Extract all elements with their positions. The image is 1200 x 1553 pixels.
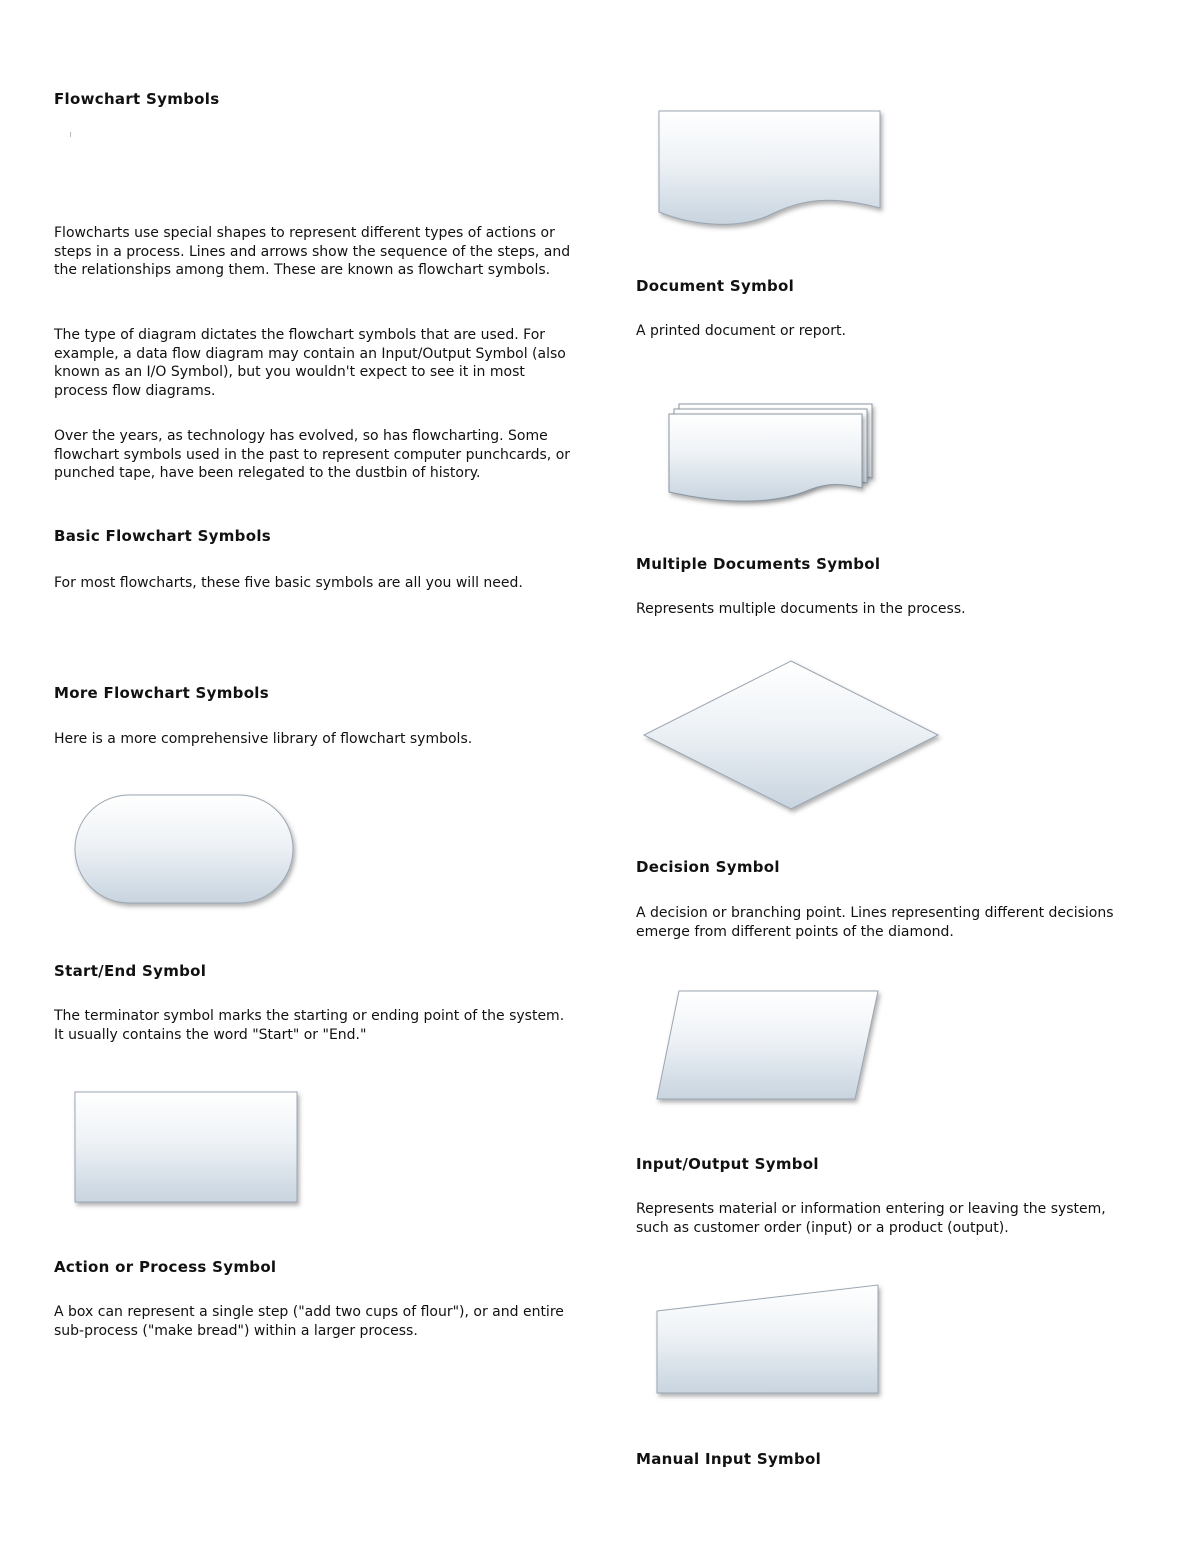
stray-mark — [70, 132, 71, 137]
input-output-symbol-title: Input/Output Symbol — [636, 1155, 819, 1173]
more-symbols-text: Here is a more comprehensive library of flowchart symbols. — [54, 731, 473, 747]
decision-symbol-title: Decision Symbol — [636, 858, 780, 876]
intro-paragraph-3: Over the years, as technology has evolved, so has flowcharting. Some flowchart symbols used in the past to represent computer punchcards, or punched tape, have been relegated to the dustbin of history. — [54, 428, 571, 481]
input-output-symbol-desc: Represents material or information entering or leaving the system, such as customer order (input) or a product (output). — [636, 1201, 1106, 1236]
decision-symbol-desc: A decision or branching point. Lines representing different decisions emerge from different points of the diamond. — [636, 905, 1114, 940]
multiple-documents-symbol-desc: Represents multiple documents in the process. — [636, 601, 966, 617]
document-symbol-shape — [654, 106, 890, 232]
basic-symbols-text: For most flowcharts, these five basic symbols are all you will need. — [54, 575, 523, 591]
intro-paragraph-1: Flowcharts use special shapes to represent different types of actions or steps in a process. Lines and arrows show the sequence of the steps, and the relationships among them. These are known as flowchart symbols. — [54, 225, 571, 278]
multiple-documents-symbol-shape — [664, 398, 882, 506]
input-output-symbol-shape — [652, 986, 888, 1110]
process-symbol-desc: A box can represent a single step ("add two cups of flour"), or and entire sub-process ("make bread") within a larger process. — [54, 1304, 564, 1339]
decision-symbol-shape — [638, 656, 948, 818]
start-end-symbol-desc: The terminator symbol marks the starting or ending point of the system. It usually contains the word "Start" or "End." — [54, 1008, 565, 1043]
document-symbol-title: Document Symbol — [636, 277, 795, 295]
manual-input-symbol-title: Manual Input Symbol — [636, 1450, 822, 1468]
start-end-symbol-title: Start/End Symbol — [54, 962, 207, 980]
document-symbol-desc: A printed document or report. — [636, 323, 846, 339]
multiple-documents-symbol-title: Multiple Documents Symbol — [636, 555, 881, 573]
more-symbols-heading: More Flowchart Symbols — [54, 684, 269, 702]
process-symbol-shape — [70, 1088, 306, 1210]
page-title: Flowchart Symbols — [54, 90, 220, 108]
basic-symbols-heading: Basic Flowchart Symbols — [54, 527, 271, 545]
manual-input-symbol-shape — [652, 1280, 888, 1404]
process-symbol-title: Action or Process Symbol — [54, 1258, 277, 1276]
start-end-symbol-shape — [70, 790, 302, 914]
intro-paragraph-2: The type of diagram dictates the flowchart symbols that are used. For example, a data flow diagram may contain an Input/Output Symbol (also known as an I/O Symbol), but you wouldn't expect to see it in most process flow diagrams. — [54, 327, 566, 399]
